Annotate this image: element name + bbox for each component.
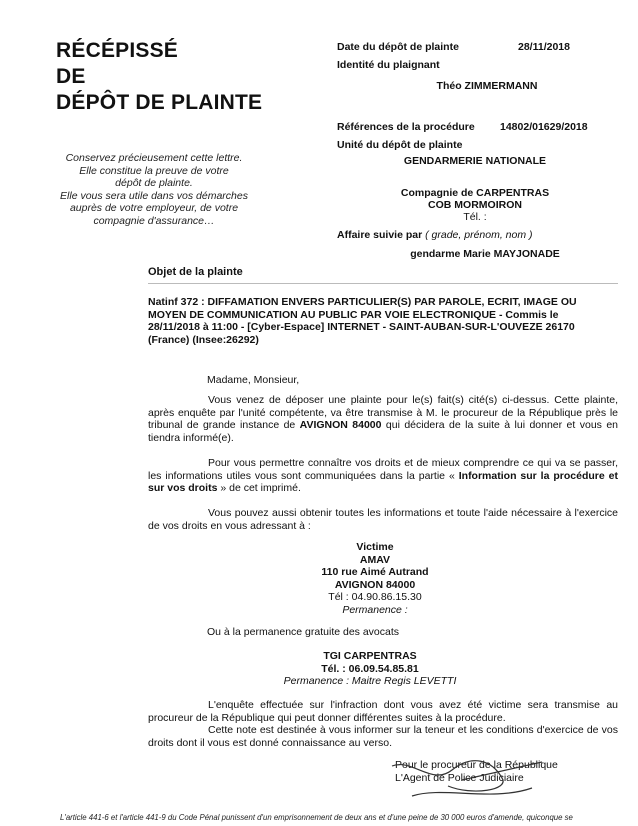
note-line: dépôt de plainte.	[115, 177, 193, 189]
reference-label: Références de la procédure	[337, 121, 475, 133]
note-line: compagnie d'assurance…	[93, 214, 215, 227]
note-line: Elle vous sera utile dans vos démarches	[60, 189, 248, 202]
date-label: Date du dépôt de plainte	[337, 41, 459, 53]
signature-line-2: L'Agent de Police Judiciaire	[395, 771, 524, 784]
victim-tel: Tél : 04.90.86.15.30	[328, 591, 422, 603]
note-line: auprès de votre employeur, de votre	[69, 202, 239, 214]
divider	[148, 283, 618, 284]
unit-label: Unité du dépôt de plainte	[337, 139, 463, 151]
tgi-name: TGI CARPENTRAS	[323, 650, 417, 662]
victim-street: 110 rue Aimé Autrand	[321, 566, 429, 578]
paragraph-2	[148, 457, 618, 495]
p1-city: AVIGNON 84000	[299, 419, 382, 431]
paragraph-1	[148, 394, 618, 444]
title-line-3: DÉPÔT DE PLAINTE	[56, 91, 263, 114]
natinf-line: Natinf 372 : DIFFAMATION ENVERS PARTICULIER(S) PAR PAROLE, ECRIT, IMAGE OU	[148, 296, 577, 308]
paragraph-3: Vous pouvez aussi obtenir toutes les informations et toute l'aide nécessaire à l'exercice de vos droits en vous adressant à :	[148, 507, 618, 532]
followed-by-line	[337, 229, 533, 241]
natinf-block	[148, 296, 618, 346]
p1-text-b: qui décidera de la suite à lui donner et vous en tiendra informé(e).	[148, 419, 618, 444]
object-title: Objet de la plainte	[148, 266, 243, 278]
date-value: 28/11/2018	[518, 41, 570, 53]
followed-by-label: Affaire suivie par	[337, 229, 423, 241]
company-line-2: COB MORMOIRON	[428, 199, 522, 211]
identity-label: Identité du plaignant	[337, 59, 440, 71]
note-line: Elle constitue la preuve de votre	[79, 164, 229, 177]
natinf-line: MOYEN DE COMMUNICATION AU PUBLIC PAR VOIE ELECTRONIQUE - Commis le	[148, 308, 559, 321]
followed-by-hint: ( grade, prénom, nom )	[425, 229, 533, 241]
paragraph-5: Cette note est destinée à vous informer sur la teneur et les conditions d'exercice de vos droits dont il vous est donné connaissance au verso.	[148, 724, 618, 749]
p2-text-a: Pour vous permettre connaître vos droits et de mieux comprendre ce qui va se passer, les informations utiles vous sont communiquées dans la partie «	[148, 457, 618, 482]
signature-line-1: Pour le procureur de la République	[395, 759, 558, 771]
title-line-2: DE	[56, 65, 86, 88]
natinf-line: (France) (Insee:26292)	[148, 333, 259, 346]
victim-address-block	[290, 541, 460, 616]
identity-value: Théo ZIMMERMANN	[436, 80, 538, 92]
handwritten-signature	[352, 756, 572, 804]
paragraph-4: L'enquête effectuée sur l'infraction dont vous avez été victime sera transmise au procureur de la République qui peut donner différentes suites à la procédure.	[148, 699, 618, 724]
title-line-1: RÉCÉPISSÉ	[56, 39, 179, 62]
p2-text-b: » de cet imprimé.	[217, 482, 301, 494]
tgi-block	[250, 650, 490, 688]
victim-title: Victime	[356, 541, 394, 553]
victim-org: AMAV	[359, 553, 391, 566]
tgi-tel: Tél. : 06.09.54.85.81	[321, 662, 419, 675]
unit-value: GENDARMERIE NATIONALE	[403, 155, 547, 167]
document-title	[56, 38, 262, 116]
note-line: Conservez précieusement cette lettre.	[65, 152, 243, 164]
victim-permanence: Permanence :	[342, 603, 408, 616]
followed-by-value: gendarme Marie MAYJONADE	[410, 248, 560, 260]
legal-footer: L'article 441-6 et l'article 441-9 du Code Pénal punissent d'un emprisonnement de deux ans et d'une peine de 30 000 euros d'amende, quiconque se	[60, 813, 573, 822]
p2-bold: Information sur la procédure et sur vos droits	[148, 469, 618, 494]
lawyers-intro: Ou à la permanence gratuite des avocats	[207, 626, 400, 638]
tel-label: Tél. :	[463, 211, 487, 223]
p1-text-a: Vous venez de déposer une plainte pour le(s) fait(s) cité(s) ci-dessus. Cette plainte, après enquête par l'unité compétente, va être transmise à M. le procureur de la République près le tribunal de grande instance de	[148, 394, 618, 431]
company-line-1: Compagnie de CARPENTRAS	[400, 187, 550, 199]
natinf-line: 28/11/2018 à 11:00 - [Cyber-Espace] INTERNET - SAINT-AUBAN-SUR-L'OUVEZE 26170	[148, 321, 575, 333]
keep-letter-note	[54, 152, 254, 227]
reference-value: 14802/01629/2018	[500, 121, 588, 133]
victim-city: AVIGNON 84000	[334, 578, 416, 591]
tgi-permanence: Permanence : Maitre Regis LEVETTI	[283, 675, 457, 687]
salutation: Madame, Monsieur,	[207, 374, 300, 386]
